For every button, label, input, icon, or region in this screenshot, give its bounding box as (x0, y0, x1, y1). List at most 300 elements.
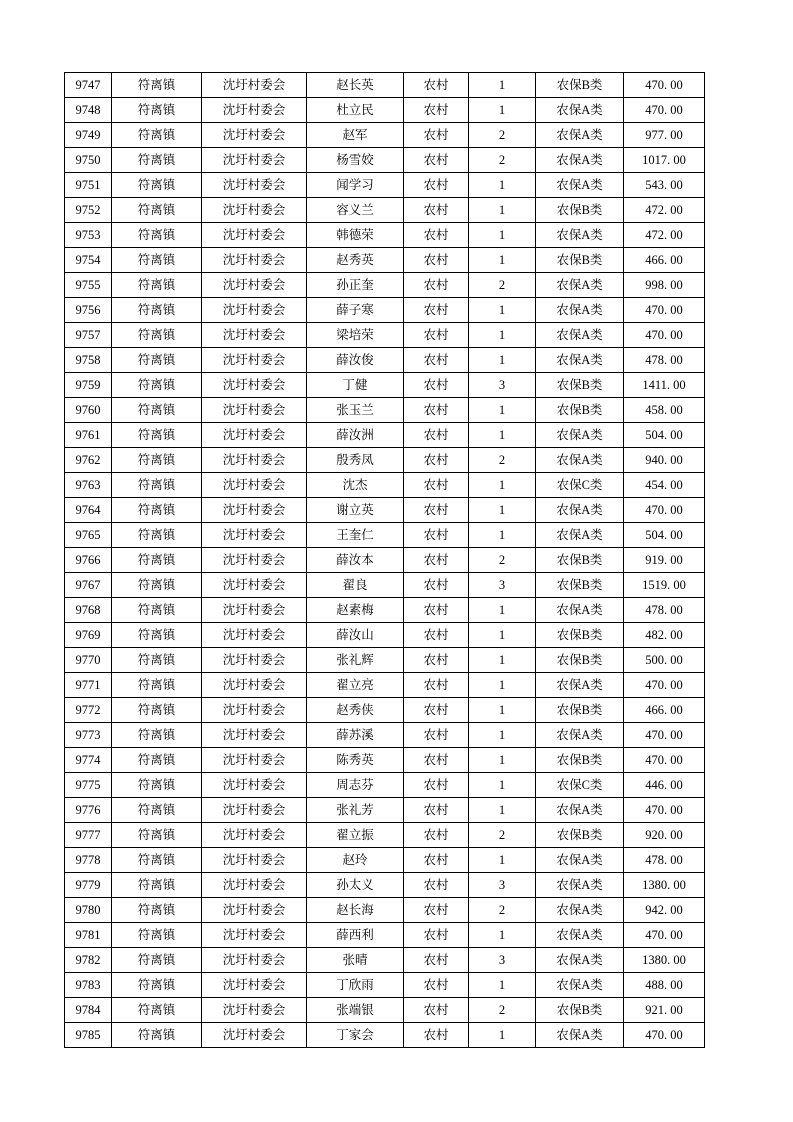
table-row (65, 973, 705, 998)
cell-town: 符离镇 (112, 848, 202, 873)
cell-amount: 470. 00 (624, 323, 705, 348)
cell-person-count: 1 (469, 923, 536, 948)
cell-insurance-category: 农保B类 (536, 73, 624, 98)
cell-person-name: 梁培荣 (307, 323, 404, 348)
cell-village-committee: 沈圩村委会 (202, 398, 307, 423)
table-row (65, 773, 705, 798)
cell-insurance-category: 农保B类 (536, 198, 624, 223)
cell-amount: 1411. 00 (624, 373, 705, 398)
cell-amount: 1380. 00 (624, 873, 705, 898)
cell-person-name: 丁健 (307, 373, 404, 398)
cell-person-count: 1 (469, 1023, 536, 1048)
payment-table (64, 72, 705, 1048)
cell-town: 符离镇 (112, 448, 202, 473)
cell-person-name: 张晴 (307, 948, 404, 973)
table-row (65, 648, 705, 673)
cell-village-committee: 沈圩村委会 (202, 898, 307, 923)
cell-amount: 500. 00 (624, 648, 705, 673)
cell-town: 符离镇 (112, 998, 202, 1023)
cell-village-committee: 沈圩村委会 (202, 373, 307, 398)
cell-person-count: 2 (469, 898, 536, 923)
cell-village-committee: 沈圩村委会 (202, 348, 307, 373)
cell-amount: 919. 00 (624, 548, 705, 573)
cell-insurance-category: 农保A类 (536, 723, 624, 748)
cell-person-count: 3 (469, 873, 536, 898)
cell-person-count: 1 (469, 673, 536, 698)
cell-town: 符离镇 (112, 573, 202, 598)
cell-village-committee: 沈圩村委会 (202, 723, 307, 748)
table-row (65, 323, 705, 348)
cell-person-count: 1 (469, 248, 536, 273)
table-row (65, 298, 705, 323)
cell-person-name: 孙正奎 (307, 273, 404, 298)
cell-town: 符离镇 (112, 948, 202, 973)
cell-household-type: 农村 (404, 1023, 469, 1048)
cell-household-type: 农村 (404, 723, 469, 748)
cell-household-type: 农村 (404, 773, 469, 798)
cell-amount: 458. 00 (624, 398, 705, 423)
cell-amount: 470. 00 (624, 98, 705, 123)
cell-person-count: 1 (469, 73, 536, 98)
cell-serial-number: 9775 (65, 773, 112, 798)
cell-town: 符离镇 (112, 748, 202, 773)
cell-amount: 470. 00 (624, 673, 705, 698)
cell-village-committee: 沈圩村委会 (202, 998, 307, 1023)
cell-town: 符离镇 (112, 773, 202, 798)
cell-insurance-category: 农保A类 (536, 1023, 624, 1048)
cell-village-committee: 沈圩村委会 (202, 198, 307, 223)
table-row (65, 1023, 705, 1048)
cell-amount: 454. 00 (624, 473, 705, 498)
cell-town: 符离镇 (112, 223, 202, 248)
cell-insurance-category: 农保A类 (536, 948, 624, 973)
cell-insurance-category: 农保A类 (536, 848, 624, 873)
cell-village-committee: 沈圩村委会 (202, 648, 307, 673)
cell-household-type: 农村 (404, 148, 469, 173)
cell-household-type: 农村 (404, 448, 469, 473)
cell-household-type: 农村 (404, 948, 469, 973)
cell-town: 符离镇 (112, 623, 202, 648)
table-row (65, 173, 705, 198)
cell-town: 符离镇 (112, 873, 202, 898)
cell-village-committee: 沈圩村委会 (202, 848, 307, 873)
cell-person-name: 赵长海 (307, 898, 404, 923)
table-row (65, 473, 705, 498)
table-row (65, 223, 705, 248)
cell-serial-number: 9764 (65, 498, 112, 523)
table-row (65, 273, 705, 298)
cell-town: 符离镇 (112, 923, 202, 948)
cell-village-committee: 沈圩村委会 (202, 248, 307, 273)
cell-serial-number: 9781 (65, 923, 112, 948)
cell-insurance-category: 农保B类 (536, 248, 624, 273)
cell-serial-number: 9765 (65, 523, 112, 548)
cell-village-committee: 沈圩村委会 (202, 798, 307, 823)
cell-person-name: 赵秀侠 (307, 698, 404, 723)
cell-serial-number: 9778 (65, 848, 112, 873)
table-row (65, 898, 705, 923)
cell-serial-number: 9757 (65, 323, 112, 348)
cell-town: 符离镇 (112, 73, 202, 98)
cell-serial-number: 9749 (65, 123, 112, 148)
cell-village-committee: 沈圩村委会 (202, 548, 307, 573)
cell-town: 符离镇 (112, 273, 202, 298)
cell-household-type: 农村 (404, 373, 469, 398)
table-row (65, 198, 705, 223)
cell-serial-number: 9774 (65, 748, 112, 773)
cell-person-count: 1 (469, 98, 536, 123)
cell-amount: 504. 00 (624, 523, 705, 548)
cell-village-committee: 沈圩村委会 (202, 598, 307, 623)
cell-insurance-category: 农保A类 (536, 798, 624, 823)
table-row (65, 373, 705, 398)
cell-amount: 942. 00 (624, 898, 705, 923)
table-row (65, 998, 705, 1023)
cell-household-type: 农村 (404, 273, 469, 298)
cell-village-committee: 沈圩村委会 (202, 948, 307, 973)
cell-amount: 470. 00 (624, 498, 705, 523)
cell-village-committee: 沈圩村委会 (202, 873, 307, 898)
cell-amount: 470. 00 (624, 723, 705, 748)
cell-amount: 466. 00 (624, 248, 705, 273)
cell-person-count: 1 (469, 623, 536, 648)
cell-insurance-category: 农保A类 (536, 423, 624, 448)
cell-insurance-category: 农保B类 (536, 748, 624, 773)
cell-serial-number: 9750 (65, 148, 112, 173)
cell-insurance-category: 农保B类 (536, 648, 624, 673)
cell-household-type: 农村 (404, 923, 469, 948)
cell-town: 符离镇 (112, 798, 202, 823)
cell-insurance-category: 农保B类 (536, 998, 624, 1023)
cell-person-count: 1 (469, 323, 536, 348)
cell-person-name: 容义兰 (307, 198, 404, 223)
cell-serial-number: 9752 (65, 198, 112, 223)
cell-household-type: 农村 (404, 748, 469, 773)
cell-insurance-category: 农保A类 (536, 298, 624, 323)
table-row (65, 523, 705, 548)
cell-insurance-category: 农保A类 (536, 523, 624, 548)
cell-person-count: 1 (469, 298, 536, 323)
cell-serial-number: 9762 (65, 448, 112, 473)
cell-amount: 470. 00 (624, 73, 705, 98)
cell-amount: 1519. 00 (624, 573, 705, 598)
cell-person-count: 1 (469, 848, 536, 873)
cell-person-name: 薛汝俊 (307, 348, 404, 373)
cell-serial-number: 9771 (65, 673, 112, 698)
cell-person-count: 2 (469, 273, 536, 298)
cell-village-committee: 沈圩村委会 (202, 923, 307, 948)
cell-person-count: 1 (469, 723, 536, 748)
cell-household-type: 农村 (404, 198, 469, 223)
cell-person-name: 谢立英 (307, 498, 404, 523)
cell-village-committee: 沈圩村委会 (202, 573, 307, 598)
cell-serial-number: 9784 (65, 998, 112, 1023)
cell-serial-number: 9768 (65, 598, 112, 623)
cell-household-type: 农村 (404, 848, 469, 873)
cell-town: 符离镇 (112, 298, 202, 323)
table-row (65, 148, 705, 173)
cell-person-count: 1 (469, 698, 536, 723)
cell-village-committee: 沈圩村委会 (202, 748, 307, 773)
cell-serial-number: 9773 (65, 723, 112, 748)
cell-amount: 543. 00 (624, 173, 705, 198)
cell-amount: 1017. 00 (624, 148, 705, 173)
cell-person-count: 2 (469, 823, 536, 848)
cell-amount: 466. 00 (624, 698, 705, 723)
cell-person-name: 薛汝山 (307, 623, 404, 648)
cell-insurance-category: 农保A类 (536, 148, 624, 173)
cell-village-committee: 沈圩村委会 (202, 498, 307, 523)
cell-person-count: 1 (469, 473, 536, 498)
cell-household-type: 农村 (404, 348, 469, 373)
cell-amount: 470. 00 (624, 1023, 705, 1048)
cell-insurance-category: 农保A类 (536, 173, 624, 198)
cell-person-name: 赵素梅 (307, 598, 404, 623)
cell-person-name: 王奎仁 (307, 523, 404, 548)
cell-serial-number: 9747 (65, 73, 112, 98)
cell-village-committee: 沈圩村委会 (202, 173, 307, 198)
cell-town: 符离镇 (112, 148, 202, 173)
cell-amount: 488. 00 (624, 973, 705, 998)
table-row (65, 73, 705, 98)
cell-person-name: 翟立亮 (307, 673, 404, 698)
cell-town: 符离镇 (112, 423, 202, 448)
cell-household-type: 农村 (404, 973, 469, 998)
cell-amount: 921. 00 (624, 998, 705, 1023)
cell-town: 符离镇 (112, 723, 202, 748)
cell-household-type: 农村 (404, 548, 469, 573)
cell-town: 符离镇 (112, 698, 202, 723)
cell-village-committee: 沈圩村委会 (202, 73, 307, 98)
cell-household-type: 农村 (404, 523, 469, 548)
cell-person-count: 2 (469, 548, 536, 573)
cell-insurance-category: 农保B类 (536, 823, 624, 848)
cell-person-count: 1 (469, 523, 536, 548)
cell-insurance-category: 农保A类 (536, 498, 624, 523)
cell-amount: 940. 00 (624, 448, 705, 473)
cell-town: 符离镇 (112, 198, 202, 223)
cell-village-committee: 沈圩村委会 (202, 123, 307, 148)
cell-person-count: 1 (469, 398, 536, 423)
cell-person-count: 3 (469, 948, 536, 973)
table-row (65, 623, 705, 648)
cell-household-type: 农村 (404, 73, 469, 98)
cell-household-type: 农村 (404, 873, 469, 898)
cell-village-committee: 沈圩村委会 (202, 623, 307, 648)
table-row (65, 748, 705, 773)
cell-person-name: 丁家会 (307, 1023, 404, 1048)
cell-amount: 472. 00 (624, 223, 705, 248)
cell-town: 符离镇 (112, 598, 202, 623)
cell-person-count: 2 (469, 998, 536, 1023)
cell-household-type: 农村 (404, 648, 469, 673)
cell-household-type: 农村 (404, 623, 469, 648)
cell-person-name: 赵军 (307, 123, 404, 148)
table-row (65, 673, 705, 698)
cell-serial-number: 9783 (65, 973, 112, 998)
cell-serial-number: 9760 (65, 398, 112, 423)
table-row (65, 848, 705, 873)
cell-town: 符离镇 (112, 673, 202, 698)
cell-serial-number: 9759 (65, 373, 112, 398)
cell-household-type: 农村 (404, 598, 469, 623)
cell-person-name: 薛汝本 (307, 548, 404, 573)
cell-insurance-category: 农保A类 (536, 223, 624, 248)
cell-person-count: 1 (469, 598, 536, 623)
table-body (65, 73, 705, 1048)
cell-person-count: 3 (469, 573, 536, 598)
cell-person-count: 1 (469, 973, 536, 998)
cell-household-type: 农村 (404, 173, 469, 198)
cell-village-committee: 沈圩村委会 (202, 823, 307, 848)
cell-person-name: 赵秀英 (307, 248, 404, 273)
cell-insurance-category: 农保A类 (536, 273, 624, 298)
table-row (65, 798, 705, 823)
cell-person-name: 陈秀英 (307, 748, 404, 773)
cell-household-type: 农村 (404, 423, 469, 448)
table-row (65, 248, 705, 273)
cell-amount: 998. 00 (624, 273, 705, 298)
cell-amount: 470. 00 (624, 748, 705, 773)
table-row (65, 123, 705, 148)
cell-serial-number: 9782 (65, 948, 112, 973)
cell-person-name: 闻学习 (307, 173, 404, 198)
cell-person-count: 1 (469, 223, 536, 248)
cell-person-name: 赵长英 (307, 73, 404, 98)
table-row (65, 873, 705, 898)
cell-serial-number: 9751 (65, 173, 112, 198)
cell-serial-number: 9753 (65, 223, 112, 248)
cell-household-type: 农村 (404, 573, 469, 598)
cell-village-committee: 沈圩村委会 (202, 423, 307, 448)
cell-amount: 1380. 00 (624, 948, 705, 973)
cell-insurance-category: 农保A类 (536, 923, 624, 948)
cell-person-name: 孙太义 (307, 873, 404, 898)
cell-household-type: 农村 (404, 798, 469, 823)
cell-household-type: 农村 (404, 823, 469, 848)
cell-person-name: 杨雪姣 (307, 148, 404, 173)
table-row (65, 723, 705, 748)
cell-person-name: 张礼芳 (307, 798, 404, 823)
cell-serial-number: 9754 (65, 248, 112, 273)
table-row (65, 923, 705, 948)
cell-person-count: 1 (469, 423, 536, 448)
cell-household-type: 农村 (404, 498, 469, 523)
cell-person-name: 翟立振 (307, 823, 404, 848)
cell-village-committee: 沈圩村委会 (202, 148, 307, 173)
cell-amount: 977. 00 (624, 123, 705, 148)
cell-household-type: 农村 (404, 898, 469, 923)
cell-village-committee: 沈圩村委会 (202, 223, 307, 248)
cell-town: 符离镇 (112, 398, 202, 423)
cell-insurance-category: 农保C类 (536, 773, 624, 798)
cell-town: 符离镇 (112, 248, 202, 273)
cell-insurance-category: 农保B类 (536, 373, 624, 398)
cell-village-committee: 沈圩村委会 (202, 523, 307, 548)
cell-insurance-category: 农保A类 (536, 323, 624, 348)
cell-amount: 472. 00 (624, 198, 705, 223)
cell-person-count: 2 (469, 448, 536, 473)
cell-amount: 920. 00 (624, 823, 705, 848)
cell-town: 符离镇 (112, 323, 202, 348)
table-row (65, 448, 705, 473)
cell-insurance-category: 农保B类 (536, 398, 624, 423)
cell-serial-number: 9758 (65, 348, 112, 373)
cell-town: 符离镇 (112, 823, 202, 848)
cell-person-name: 赵玲 (307, 848, 404, 873)
cell-town: 符离镇 (112, 548, 202, 573)
table-row (65, 398, 705, 423)
cell-amount: 470. 00 (624, 798, 705, 823)
cell-town: 符离镇 (112, 373, 202, 398)
cell-town: 符离镇 (112, 173, 202, 198)
cell-household-type: 农村 (404, 473, 469, 498)
cell-village-committee: 沈圩村委会 (202, 973, 307, 998)
cell-person-name: 张玉兰 (307, 398, 404, 423)
cell-person-name: 薛子寒 (307, 298, 404, 323)
cell-serial-number: 9748 (65, 98, 112, 123)
cell-household-type: 农村 (404, 998, 469, 1023)
cell-insurance-category: 农保A类 (536, 348, 624, 373)
cell-town: 符离镇 (112, 1023, 202, 1048)
cell-person-name: 薛西利 (307, 923, 404, 948)
cell-insurance-category: 农保A类 (536, 973, 624, 998)
cell-serial-number: 9766 (65, 548, 112, 573)
table-row (65, 948, 705, 973)
cell-insurance-category: 农保A类 (536, 898, 624, 923)
cell-household-type: 农村 (404, 323, 469, 348)
table-row (65, 348, 705, 373)
cell-town: 符离镇 (112, 473, 202, 498)
cell-household-type: 农村 (404, 223, 469, 248)
cell-insurance-category: 农保A类 (536, 673, 624, 698)
cell-village-committee: 沈圩村委会 (202, 448, 307, 473)
cell-person-name: 薛汝洲 (307, 423, 404, 448)
cell-amount: 478. 00 (624, 348, 705, 373)
cell-village-committee: 沈圩村委会 (202, 698, 307, 723)
cell-person-count: 1 (469, 773, 536, 798)
cell-serial-number: 9755 (65, 273, 112, 298)
cell-insurance-category: 农保A类 (536, 873, 624, 898)
cell-person-count: 1 (469, 748, 536, 773)
cell-insurance-category: 农保C类 (536, 473, 624, 498)
cell-amount: 446. 00 (624, 773, 705, 798)
cell-person-count: 1 (469, 498, 536, 523)
cell-insurance-category: 农保A类 (536, 448, 624, 473)
cell-village-committee: 沈圩村委会 (202, 773, 307, 798)
cell-insurance-category: 农保B类 (536, 548, 624, 573)
cell-amount: 482. 00 (624, 623, 705, 648)
cell-insurance-category: 农保B类 (536, 698, 624, 723)
cell-person-count: 1 (469, 173, 536, 198)
cell-person-name: 张端银 (307, 998, 404, 1023)
cell-person-name: 薛苏溪 (307, 723, 404, 748)
cell-village-committee: 沈圩村委会 (202, 473, 307, 498)
cell-person-name: 韩德荣 (307, 223, 404, 248)
cell-serial-number: 9770 (65, 648, 112, 673)
cell-serial-number: 9756 (65, 298, 112, 323)
cell-insurance-category: 农保B类 (536, 573, 624, 598)
cell-household-type: 农村 (404, 698, 469, 723)
cell-village-committee: 沈圩村委会 (202, 1023, 307, 1048)
cell-serial-number: 9785 (65, 1023, 112, 1048)
cell-amount: 470. 00 (624, 923, 705, 948)
cell-household-type: 农村 (404, 398, 469, 423)
cell-insurance-category: 农保B类 (536, 623, 624, 648)
cell-person-name: 沈杰 (307, 473, 404, 498)
cell-village-committee: 沈圩村委会 (202, 323, 307, 348)
cell-village-committee: 沈圩村委会 (202, 673, 307, 698)
